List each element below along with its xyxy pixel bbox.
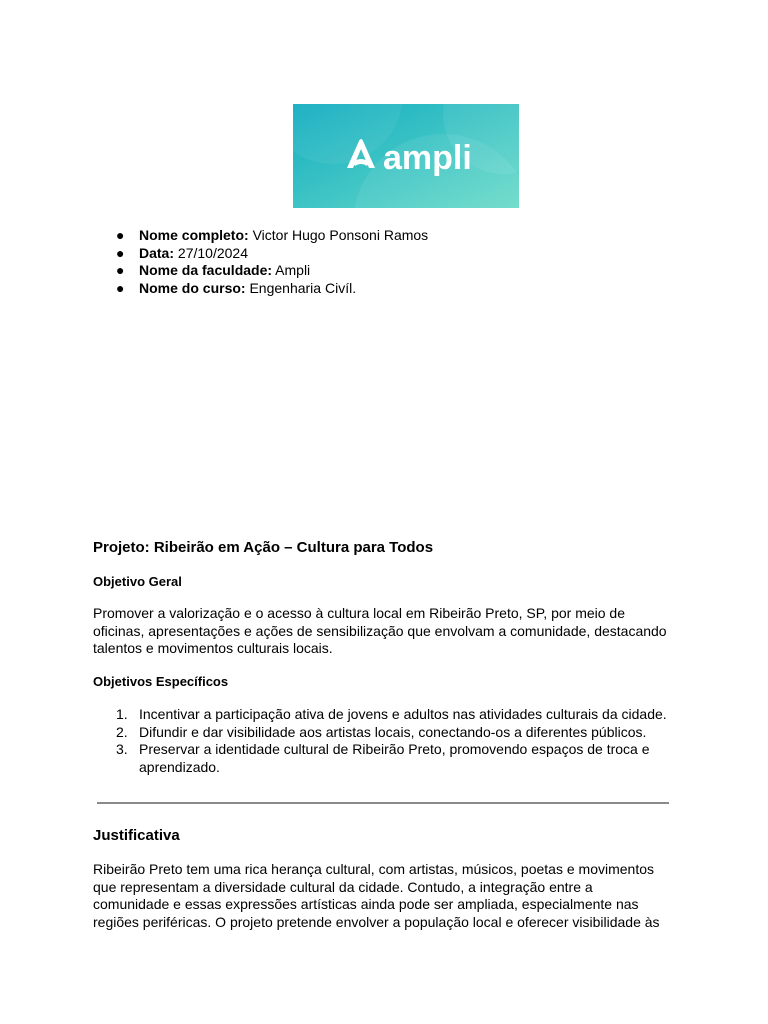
info-label: Nome da faculdade: (139, 262, 273, 279)
text-line: que representam a diversidade cultural da cidade. Contudo, a integração entre a (93, 878, 593, 895)
logo-text: ampli (383, 139, 472, 177)
objetivo-geral-text (93, 605, 693, 658)
text-line: comunidade e essas expressões artísticas ainda pode ser ampliada, especialmente nas (93, 896, 639, 913)
text-line: Preservar a identidade cultural de Ribeirão Preto, promovendo espaços de troca e (139, 741, 650, 758)
info-label: Nome completo: (139, 227, 249, 243)
text-line: oficinas, apresentações e ações de sensibilização que envolvam a comunidade, destacando (93, 622, 667, 639)
info-item (116, 227, 428, 245)
info-item (116, 262, 428, 280)
info-label: Data: (139, 244, 175, 261)
ampli-logo (293, 104, 519, 208)
list-number: 2. (116, 723, 128, 740)
list-item (116, 706, 696, 724)
horizontal-divider (97, 802, 669, 804)
bullet-icon: ● (116, 262, 125, 279)
objetivos-especificos-list (116, 706, 696, 776)
text-line: Ribeirão Preto tem uma rica herança cultural, com artistas, músicos, poetas e movimentos (93, 861, 655, 877)
info-label: Nome do curso: (139, 279, 246, 296)
info-item (116, 245, 428, 263)
objetivo-geral-heading: Objetivo Geral (93, 574, 182, 589)
list-number: 1. (116, 706, 128, 722)
list-item (116, 741, 696, 776)
justificativa-heading: Justificativa (93, 827, 180, 844)
info-value: Ampli (275, 262, 311, 279)
text-line: aprendizado. (139, 758, 220, 775)
info-value: 27/10/2024 (177, 244, 248, 261)
text-line: Incentivar a participação ativa de jovens e adultos nas atividades culturais da cidade. (139, 706, 667, 722)
justificativa-text (93, 861, 693, 931)
info-value: Engenharia Civíl. (249, 279, 357, 296)
info-item (116, 280, 428, 298)
bullet-icon: ● (116, 244, 125, 261)
text-line: Difundir e dar visibilidade aos artistas locais, conectando-os a diferentes públicos. (139, 723, 647, 740)
text-line: talentos e movimentos culturais locais. (93, 640, 333, 657)
text-line: regiões periféricas. O projeto pretende envolver a população local e oferecer visibilidade às (93, 913, 660, 930)
list-item (116, 724, 696, 742)
student-info-list (116, 227, 428, 297)
list-number: 3. (116, 741, 128, 758)
text-line: Promover a valorização e o acesso à cultura local em Ribeirão Preto, SP, por meio de (93, 605, 626, 621)
bullet-icon: ● (116, 227, 125, 243)
project-title: Projeto: Ribeirão em Ação – Cultura para Todos (93, 539, 434, 556)
objetivos-especificos-heading: Objetivos Específicos (93, 674, 229, 689)
info-value: Victor Hugo Ponsoni Ramos (252, 227, 429, 243)
bullet-icon: ● (116, 279, 125, 296)
ampli-logo-graphic (293, 104, 519, 208)
